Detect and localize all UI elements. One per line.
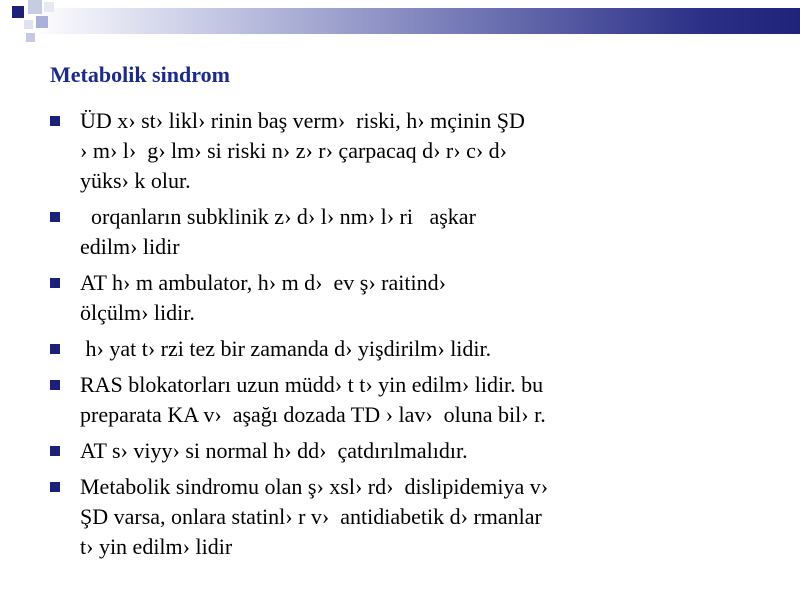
- bullet-text: h› yat t› rzi tez bir zamanda d› yişdirilm› lidir.: [80, 336, 492, 361]
- bullet-text: ÜD x› st› likl› rinin baş verm› riski, h› mçinin ŞD › m› l› g› lm› si riski n› z› r› çarpacaq d› r› c› d› yüks› k olur.: [80, 108, 525, 193]
- decor-square: [28, 0, 42, 14]
- bullet-item: [50, 472, 780, 562]
- decor-square: [12, 6, 24, 18]
- square-bullet-icon: [50, 482, 60, 492]
- bullet-text: RAS blokatorları uzun müdd› t t› yin edilm› lidir. bu preparata KA v› aşağı dozada TD › lav› oluna bil› r.: [80, 372, 546, 427]
- bullet-item: [50, 436, 780, 466]
- square-bullet-icon: [50, 278, 60, 288]
- bullet-text: Metabolik sindromu olan ş› xsl› rd› dislipidemiya v› ŞD varsa, onlara statinl› r v› antidiabetik d› rmanlar t› yin edilm› lidir: [80, 474, 549, 559]
- square-bullet-icon: [50, 446, 60, 456]
- bullet-item: [50, 370, 780, 430]
- bullet-text: orqanların subklinik z› d› l› nm› l› ri aşkar edilm› lidir: [80, 204, 476, 259]
- bullet-item: [50, 334, 780, 364]
- bullet-item: [50, 106, 780, 196]
- square-bullet-icon: [50, 212, 60, 222]
- bullet-item: [50, 202, 780, 262]
- bullet-list: [50, 106, 780, 568]
- decor-square: [24, 20, 33, 29]
- square-bullet-icon: [50, 380, 60, 390]
- square-bullet-icon: [50, 116, 60, 126]
- slide-title: Metabolik sindrom: [50, 62, 230, 87]
- bullet-text: AT h› m ambulator, h› m d› ev ş› raitind› ölçülm› lidir.: [80, 270, 446, 325]
- bullet-text: AT s› viyy› si normal h› dd› çatdırılmalıdır.: [80, 438, 468, 463]
- decorative-squares: [0, 0, 60, 50]
- header-gradient-bar: [0, 8, 800, 34]
- decor-square: [26, 33, 35, 42]
- square-bullet-icon: [50, 344, 60, 354]
- decor-square: [36, 16, 48, 28]
- bullet-item: [50, 268, 780, 328]
- decor-square: [44, 2, 54, 12]
